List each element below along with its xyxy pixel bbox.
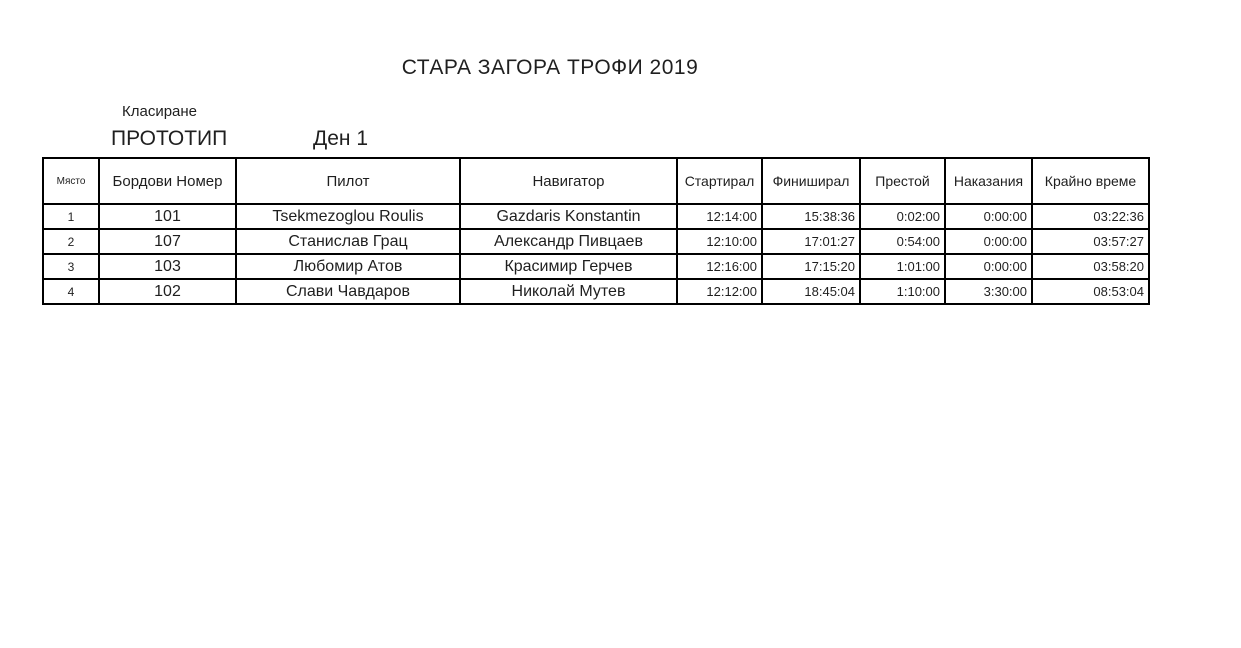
cell-started: 12:16:00 <box>677 254 762 279</box>
cell-board-number: 102 <box>99 279 236 304</box>
cell-idle: 0:54:00 <box>860 229 945 254</box>
cell-navigator: Gazdaris Konstantin <box>460 204 677 229</box>
cell-final-time: 03:57:27 <box>1032 229 1149 254</box>
section-label-classification: Класиране <box>122 103 198 120</box>
cell-place: 2 <box>43 229 99 254</box>
cell-idle: 1:10:00 <box>860 279 945 304</box>
cell-started: 12:14:00 <box>677 204 762 229</box>
cell-pilot: Любомир Атов <box>236 254 460 279</box>
cell-idle: 1:01:00 <box>860 254 945 279</box>
day-label: Ден 1 <box>313 127 369 150</box>
cell-final-time: 08:53:04 <box>1032 279 1149 304</box>
cell-penalties: 0:00:00 <box>945 254 1032 279</box>
column-header-final-time: Крайно време <box>1032 158 1149 204</box>
column-header-finished: Финиширал <box>762 158 860 204</box>
cell-pilot: Слави Чавдаров <box>236 279 460 304</box>
cell-board-number: 101 <box>99 204 236 229</box>
cell-final-time: 03:22:36 <box>1032 204 1149 229</box>
cell-started: 12:12:00 <box>677 279 762 304</box>
cell-finished: 17:01:27 <box>762 229 860 254</box>
cell-penalties: 3:30:00 <box>945 279 1032 304</box>
document-title: СТАРА ЗАГОРА ТРОФИ 2019 <box>401 56 699 79</box>
cell-navigator: Александр Пивцаев <box>460 229 677 254</box>
column-header-idle: Престой <box>860 158 945 204</box>
cell-board-number: 103 <box>99 254 236 279</box>
cell-finished: 17:15:20 <box>762 254 860 279</box>
table-header-row <box>43 158 1149 204</box>
table-row <box>43 204 1149 229</box>
cell-idle: 0:02:00 <box>860 204 945 229</box>
cell-finished: 18:45:04 <box>762 279 860 304</box>
cell-final-time: 03:58:20 <box>1032 254 1149 279</box>
table-row <box>43 279 1149 304</box>
column-header-place: Място <box>43 158 99 204</box>
cell-pilot: Станислав Грац <box>236 229 460 254</box>
column-header-penalties: Наказания <box>945 158 1032 204</box>
column-header-started: Стартирал <box>677 158 762 204</box>
column-header-pilot: Пилот <box>236 158 460 204</box>
results-table <box>42 157 1150 305</box>
cell-navigator: Николай Мутев <box>460 279 677 304</box>
cell-place: 4 <box>43 279 99 304</box>
cell-finished: 15:38:36 <box>762 204 860 229</box>
cell-place: 3 <box>43 254 99 279</box>
column-header-navigator: Навигатор <box>460 158 677 204</box>
cell-board-number: 107 <box>99 229 236 254</box>
category-label: ПРОТОТИП <box>111 127 228 150</box>
table-row <box>43 229 1149 254</box>
table-row <box>43 254 1149 279</box>
cell-penalties: 0:00:00 <box>945 204 1032 229</box>
cell-penalties: 0:00:00 <box>945 229 1032 254</box>
cell-pilot: Tsekmezoglou Roulis <box>236 204 460 229</box>
cell-started: 12:10:00 <box>677 229 762 254</box>
column-header-board-number: Бордови Номер <box>99 158 236 204</box>
cell-place: 1 <box>43 204 99 229</box>
cell-navigator: Красимир Герчев <box>460 254 677 279</box>
